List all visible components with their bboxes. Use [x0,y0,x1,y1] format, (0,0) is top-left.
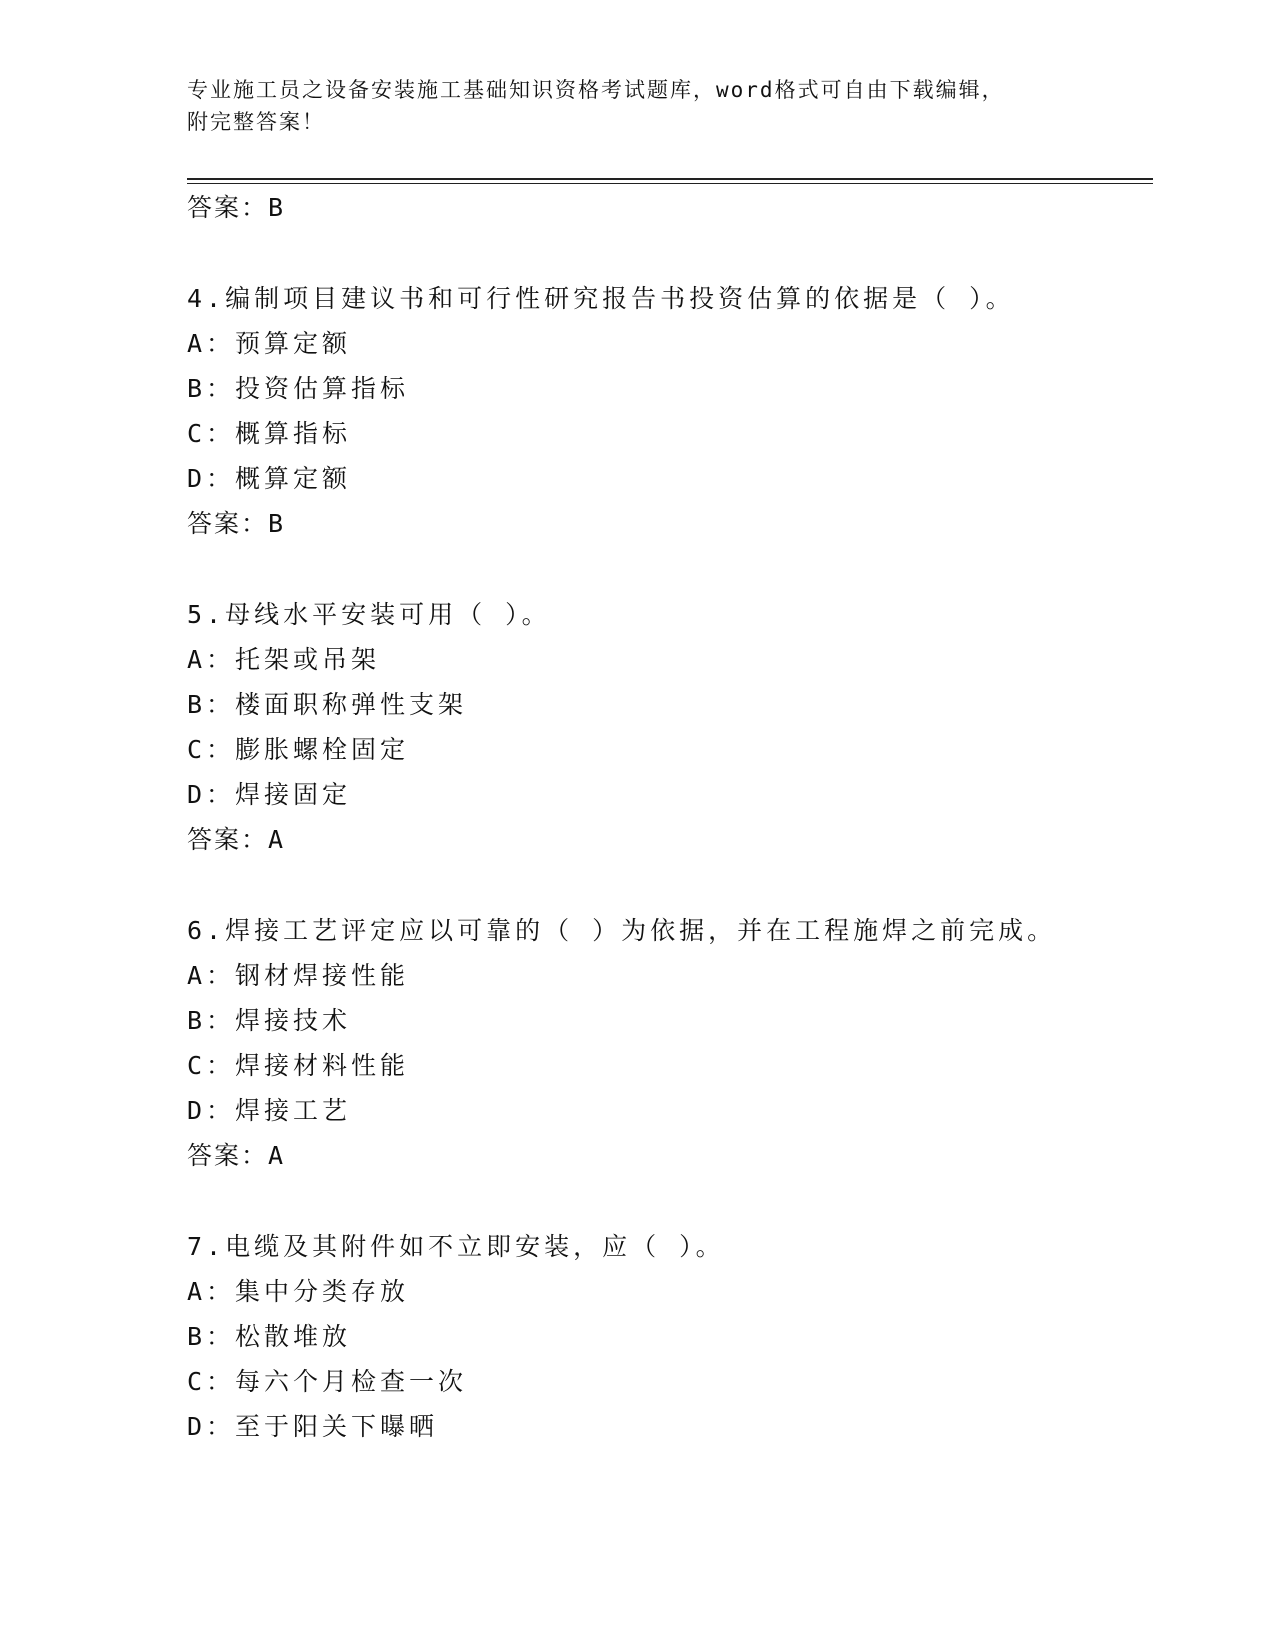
question-5-stem: 5.母线水平安装可用（ ）。 [187,600,551,629]
question-6-stem: 6.焊接工艺评定应以可靠的（ ）为依据，并在工程施焊之前完成。 [187,916,1057,945]
question-7-stem: 7.电缆及其附件如不立即安装，应（ ）。 [187,1232,725,1261]
question-4-option-c: C：概算指标 [187,419,352,448]
document-header [187,74,1087,138]
question-7-option-c: C：每六个月检查一次 [187,1367,468,1396]
question-4-option-d: D：概算定额 [187,464,352,493]
question-4-option-a: A：预算定额 [187,329,352,358]
question-7-option-b: B：松散堆放 [187,1322,352,1351]
question-5-option-b: B：楼面职称弹性支架 [187,690,468,719]
question-5-option-c: C：膨胀螺栓固定 [187,735,410,764]
answer-6: 答案：A [187,1141,286,1170]
question-5-option-a: A：托架或吊架 [187,645,381,674]
header-line-1: 专业施工员之设备安装施工基础知识资格考试题库，word格式可自由下载编辑， [187,78,1005,102]
question-5-option-d: D：焊接固定 [187,780,352,809]
header-divider-thin [187,183,1153,184]
question-4-option-b: B：投资估算指标 [187,374,410,403]
answer-5: 答案：A [187,825,286,854]
answer-4: 答案：B [187,509,286,538]
answer-3: 答案：B [187,193,286,222]
question-7-option-d: D：至于阳关下曝晒 [187,1412,439,1441]
question-7-option-a: A：集中分类存放 [187,1277,410,1306]
question-4-stem: 4.编制项目建议书和可行性研究报告书投资估算的依据是（ ）。 [187,284,1015,313]
header-divider-thick [187,178,1153,180]
question-6-option-a: A：钢材焊接性能 [187,961,410,990]
question-6-option-d: D：焊接工艺 [187,1096,352,1125]
header-line-2: 附完整答案！ [187,110,325,134]
question-6-option-b: B：焊接技术 [187,1006,352,1035]
question-6-option-c: C：焊接材料性能 [187,1051,410,1080]
